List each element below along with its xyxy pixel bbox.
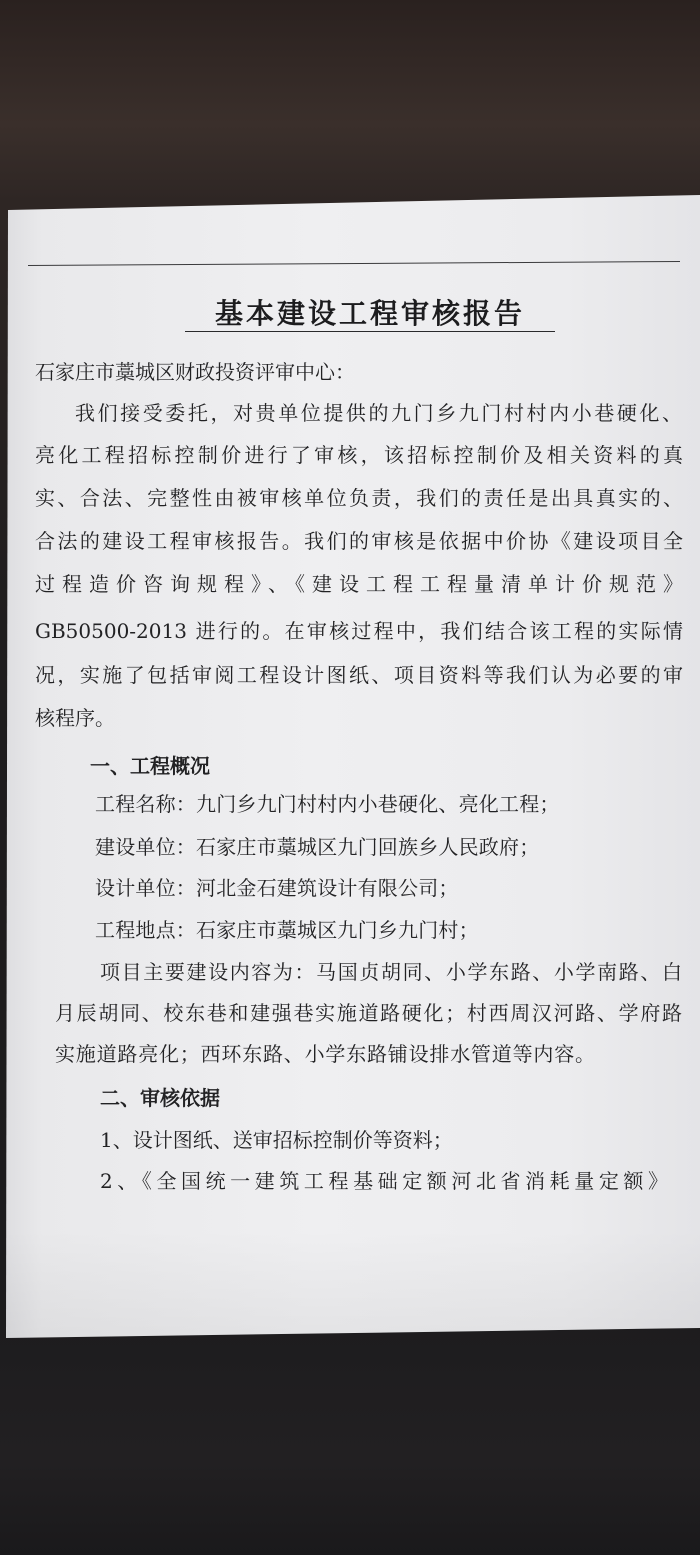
document-title: 基本建设工程审核报告 [214,297,525,330]
intro-line: 合法的建设工程审核报告。我们的审核是依据中价协《建设项目全 [35,529,683,553]
intro-line: 我们接受委托，对贵单位提供的九门乡九门村村内小巷硬化、 [75,401,682,425]
intro-line: 核程序。 [35,706,115,730]
basis-item: 1、设计图纸、送审招标控制价等资料； [100,1128,453,1152]
intro-line: 亮化工程招标控制价进行了审核，该招标控制价及相关资料的真 [35,443,683,467]
section-heading: 一、工程概况 [90,754,210,778]
project-content-line: 项目主要建设内容为：马国贞胡同、小学东路、小学南路、白 [100,960,682,984]
project-content-line: 月辰胡同、校东巷和建强巷实施道路硬化；村西周汉河路、学府路 [55,1001,682,1025]
project-location: 工程地点：石家庄市藁城区九门乡九门村； [95,918,479,942]
page-shadow [0,1230,700,1340]
basis-item: 2、《全国统一建筑工程基础定额河北省消耗量定额》 [100,1169,668,1193]
background-surface [0,1320,700,1555]
project-name: 工程名称：九门乡九门村村内小巷硬化、亮化工程； [95,792,560,816]
intro-line: 实、合法、完整性由被审核单位负责，我们的责任是出具真实的、 [35,486,683,510]
section-heading: 二、审核依据 [100,1086,220,1110]
title-underline [185,331,555,332]
intro-line: 过程造价咨询规程》、《建设工程工程量清单计价规范》 [35,572,683,596]
construction-unit: 建设单位：石家庄市藁城区九门回族乡人民政府； [95,835,540,859]
intro-line: GB50500-2013 进行的。在审核过程中，我们结合该工程的实际情 [35,619,683,643]
project-content-line: 实施道路亮化；西环东路、小学东路铺设排水管道等内容。 [55,1042,596,1066]
design-unit: 设计单位：河北金石建筑设计有限公司； [95,876,459,900]
addressee: 石家庄市藁城区财政投资评审中心： [35,360,355,384]
intro-line: 况，实施了包括审阅工程设计图纸、项目资料等我们认为必要的审 [35,663,683,687]
